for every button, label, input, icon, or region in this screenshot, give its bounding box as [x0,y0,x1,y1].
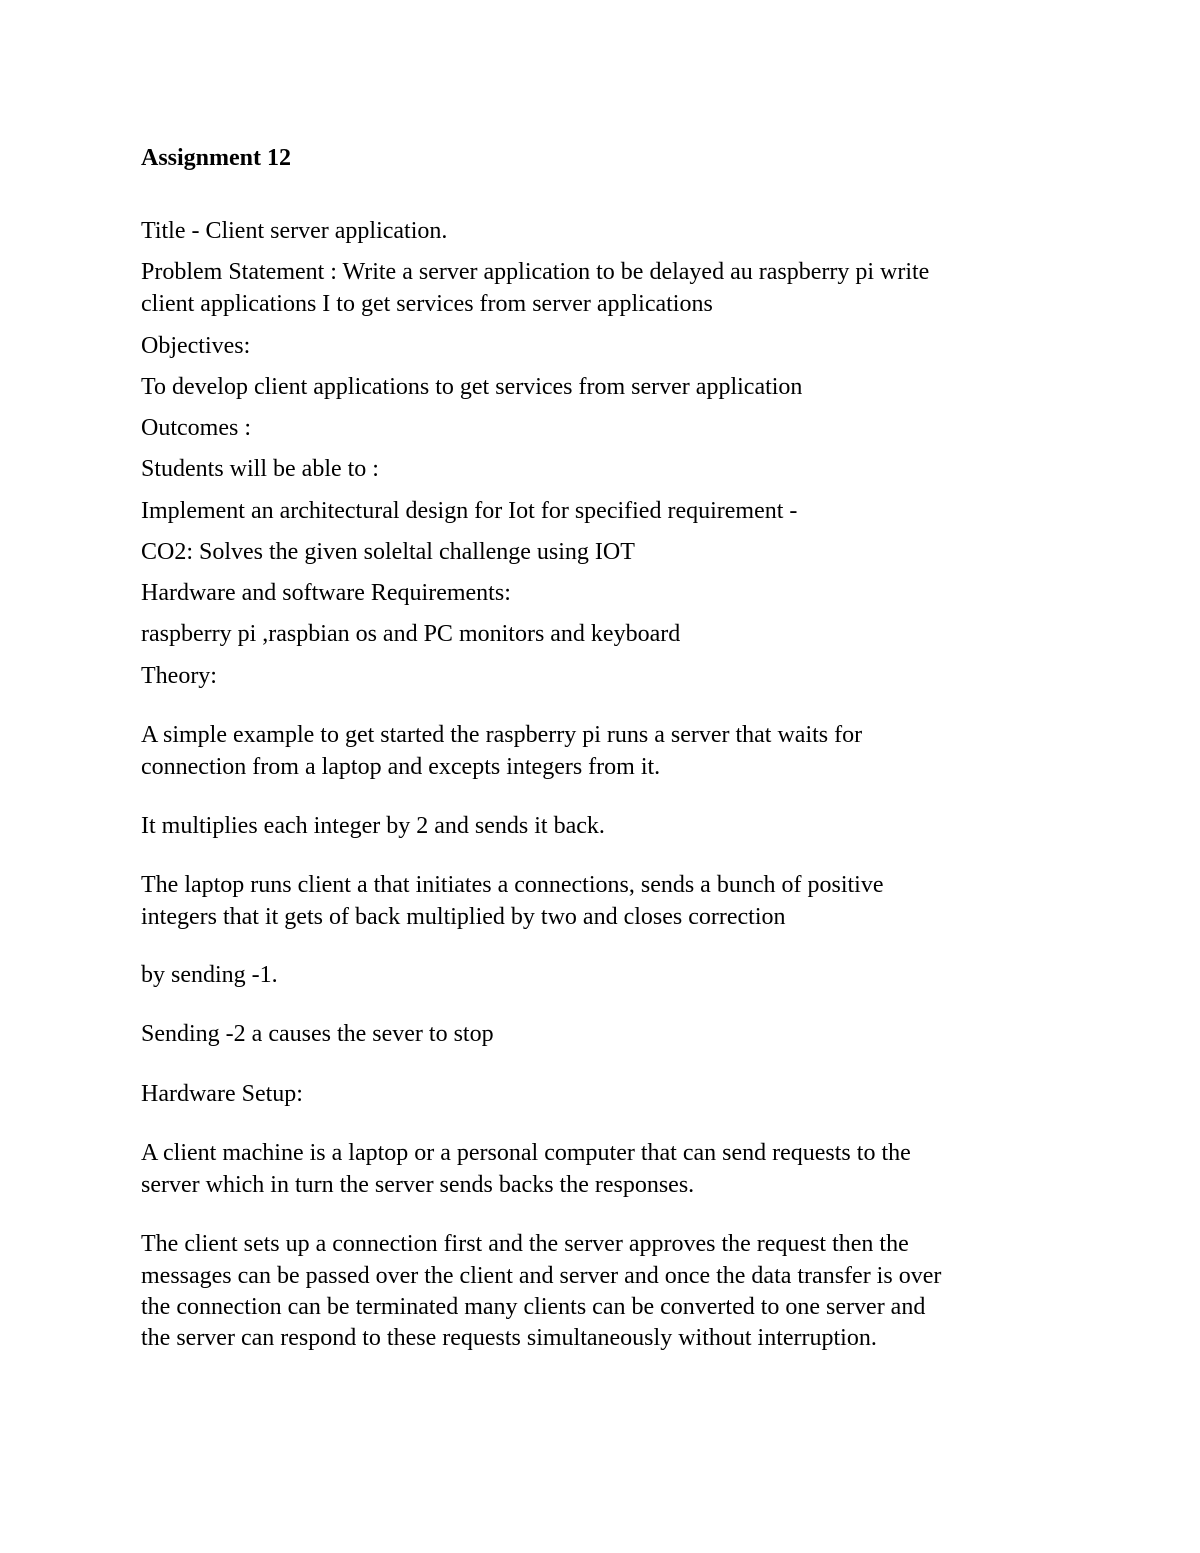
title-line: Title - Client server application. [141,218,448,244]
theory-paragraph-5: Sending -2 a causes the sever to stop [141,1021,494,1047]
theory-label: Theory: [141,663,217,689]
requirements-label: Hardware and software Requirements: [141,580,511,606]
theory-paragraph-3-line-1: The laptop runs client a that initiates a connections, sends a bunch of positive [141,872,884,898]
assignment-heading: Assignment 12 [141,145,292,171]
problem-statement-line-1: Problem Statement : Write a server application to be delayed au raspberry pi write [141,259,930,285]
theory-paragraph-3-line-2: integers that it gets of back multiplied by two and closes correction [141,904,786,930]
setup-paragraph-2-line-4: the server can respond to these requests simultaneously without interruption. [141,1325,877,1351]
theory-paragraph-2: It multiplies each integer by 2 and sends it back. [141,813,605,839]
setup-paragraph-2-line-3: the connection can be terminated many clients can be converted to one server and [141,1294,926,1320]
theory-paragraph-1-line-2: connection from a laptop and excepts integers from it. [141,754,661,780]
theory-paragraph-1-line-1: A simple example to get started the raspberry pi runs a server that waits for [141,722,863,748]
requirements-text: raspberry pi ,raspbian os and PC monitors and keyboard [141,621,681,647]
setup-paragraph-1-line-2: server which in turn the server sends backs the responses. [141,1172,695,1198]
outcomes-item-2: CO2: Solves the given soleltal challenge using IOT [141,539,635,565]
outcomes-item-1: Implement an architectural design for Iot for specified requirement - [141,498,798,524]
setup-paragraph-1-line-1: A client machine is a laptop or a personal computer that can send requests to the [141,1140,911,1166]
outcomes-label: Outcomes : [141,415,251,441]
objectives-label: Objectives: [141,333,251,359]
setup-paragraph-2-line-2: messages can be passed over the client and server and once the data transfer is over [141,1263,942,1289]
setup-paragraph-2-line-1: The client sets up a connection first and the server approves the request then the [141,1231,909,1257]
outcomes-intro: Students will be able to : [141,456,379,482]
theory-paragraph-4: by sending -1. [141,962,278,988]
hardware-setup-label: Hardware Setup: [141,1081,303,1107]
problem-statement-line-2: client applications I to get services from server applications [141,291,713,317]
objectives-text: To develop client applications to get services from server application [141,374,803,400]
